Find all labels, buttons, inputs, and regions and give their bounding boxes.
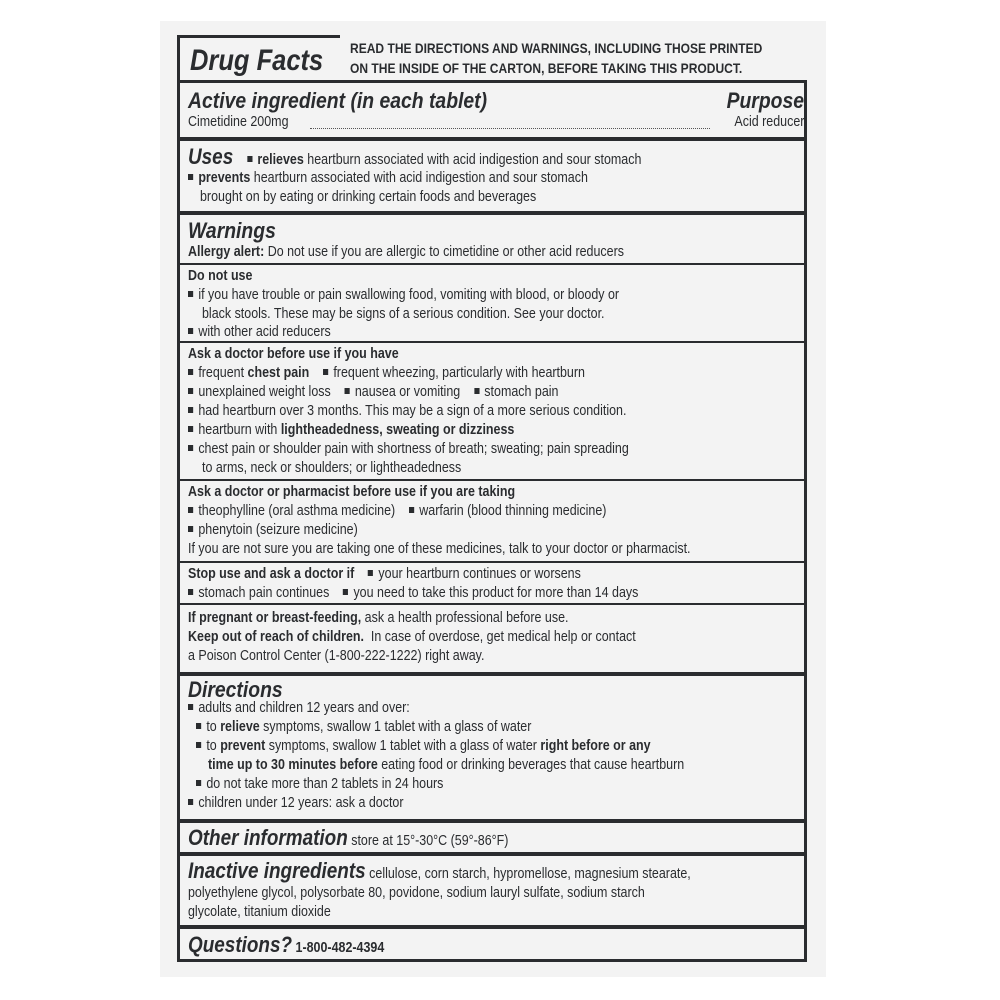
directions-max xyxy=(196,775,443,794)
ask-pharmacist-note: If you are not sure you are taking one of these medicines, talk to your doctor or pharmacist. xyxy=(188,541,691,557)
bullet-icon xyxy=(368,570,373,576)
ask-doctor-b1: unexplained weight loss xyxy=(198,384,331,400)
do-not-use-heading: Do not use xyxy=(188,268,253,284)
directions-r1-pre: to xyxy=(206,719,221,735)
pregnant-text: ask a health professional before use. xyxy=(361,610,569,626)
stop-use-heading: Stop use and ask a doctor if xyxy=(188,566,355,582)
ask-doctor-row-b xyxy=(188,383,558,402)
bullet-icon xyxy=(188,526,193,532)
bullet-icon xyxy=(247,156,252,162)
ask-pharmacist-a2: warfarin (blood thinning medicine) xyxy=(419,503,607,519)
uses-line-2 xyxy=(188,169,588,188)
directions-r2-bold: prevent xyxy=(220,738,266,754)
directions-children-text: children under 12 years: ask a doctor xyxy=(198,795,404,811)
other-info-line xyxy=(188,826,508,851)
active-ingredient-section xyxy=(180,83,804,137)
ask-pharmacist-b: phenytoin (seizure medicine) xyxy=(198,522,358,538)
allergy-alert-text: Do not use if you are allergic to cimetidine or other acid reducers xyxy=(264,244,624,260)
do-not-use-item-1-cont: black stools. These may be signs of a serious condition. See your doctor. xyxy=(202,306,605,322)
bullet-icon xyxy=(188,589,193,595)
purpose-heading: Purpose xyxy=(726,88,804,113)
active-ingredient-heading: Active ingredient (in each tablet) xyxy=(188,88,488,113)
bullet-icon xyxy=(188,369,193,375)
uses-relieves: relieves xyxy=(257,152,304,168)
uses-item-2-text: heartburn associated with acid indigestion and sour stomach xyxy=(250,170,588,186)
bullet-icon xyxy=(188,426,193,432)
bullet-icon xyxy=(188,388,193,394)
directions-r2-bold-2: right before or any xyxy=(540,738,651,754)
bullet-icon xyxy=(188,704,193,710)
dot-leader xyxy=(310,127,710,129)
bullet-icon xyxy=(188,799,193,805)
directions-r1-text: symptoms, swallow 1 tablet with a glass of water xyxy=(259,719,532,735)
directions-children xyxy=(188,794,403,813)
uses-line-1 xyxy=(188,145,641,170)
ask-pharmacist-heading: Ask a doctor or pharmacist before use if you are taking xyxy=(188,484,516,500)
ask-doctor-a1-bold: chest pain xyxy=(247,365,310,381)
bullet-icon xyxy=(188,174,193,180)
purpose-text: Acid reducer xyxy=(733,114,804,130)
keep-out-text: In case of overdose, get medical help or contact xyxy=(363,629,636,645)
bullet-icon xyxy=(196,723,201,729)
allergy-alert-label: Allergy alert: xyxy=(188,244,265,260)
read-notice xyxy=(350,38,762,78)
bullet-icon xyxy=(196,742,201,748)
inactive-text-1: cellulose, corn starch, hypromellose, magnesium stearate, xyxy=(365,866,691,882)
stop-use-row-b xyxy=(188,584,638,603)
uses-prevents: prevents xyxy=(198,170,251,186)
ask-doctor-section xyxy=(180,341,804,479)
ask-doctor-d-bold: lightheadedness, sweating or dizziness xyxy=(280,422,515,438)
inactive-line-2: polyethylene glycol, polysorbate 80, povidone, sodium lauryl sulfate, sodium starch xyxy=(188,885,645,901)
bullet-icon xyxy=(188,407,193,413)
uses-heading: Uses xyxy=(188,144,234,169)
ask-doctor-row-c xyxy=(188,402,626,421)
allergy-alert xyxy=(188,243,624,262)
do-not-use-item-2-text: with other acid reducers xyxy=(198,324,331,340)
directions-r3: do not take more than 2 tablets in 24 hours xyxy=(206,776,444,792)
other-info-text: store at 15°-30°C (59°-86°F) xyxy=(347,833,509,849)
inactive-ingredients-section xyxy=(180,852,804,925)
keep-out-line xyxy=(188,628,636,647)
do-not-use-section xyxy=(180,263,804,341)
directions-adults-text: adults and children 12 years and over: xyxy=(198,700,410,716)
ask-pharmacist-a1: theophylline (oral asthma medicine) xyxy=(198,503,396,519)
ask-doctor-b2: nausea or vomiting xyxy=(354,384,461,400)
questions-heading: Questions? xyxy=(188,932,293,957)
ask-doctor-row-e xyxy=(188,440,629,459)
ask-doctor-c: had heartburn over 3 months. This may be a sign of a more serious condition. xyxy=(198,403,627,419)
directions-relieve xyxy=(196,718,531,737)
questions-line xyxy=(188,933,384,958)
other-info-heading: Other information xyxy=(188,825,348,850)
directions-section xyxy=(180,672,804,819)
ask-pharmacist-row-a xyxy=(188,502,606,521)
ask-doctor-d-pre: heartburn with xyxy=(198,422,281,438)
ask-doctor-b3: stomach pain xyxy=(484,384,559,400)
keep-out-cont: a Poison Control Center (1-800-222-1222) right away. xyxy=(188,648,485,664)
bullet-icon xyxy=(409,507,414,513)
read-notice-line-1: READ THE DIRECTIONS AND WARNINGS, INCLUDING THOSE PRINTED xyxy=(350,40,763,56)
warnings-heading: Warnings xyxy=(188,218,276,243)
ask-doctor-a2: frequent wheezing, particularly with heartburn xyxy=(333,365,585,381)
read-notice-line-2: ON THE INSIDE OF THE CARTON, BEFORE TAKING THIS PRODUCT. xyxy=(350,60,743,76)
directions-r2-text: symptoms, swallow 1 tablet with a glass of water xyxy=(265,738,541,754)
ask-pharmacist-row-b xyxy=(188,521,358,540)
inactive-line-1 xyxy=(188,859,691,884)
ask-doctor-e: chest pain or shoulder pain with shortness of breath; sweating; pain spreading xyxy=(198,441,629,457)
do-not-use-item-1-text: if you have trouble or pain swallowing food, vomiting with blood, or bloody or xyxy=(198,287,620,303)
stop-use-a: your heartburn continues or worsens xyxy=(378,566,581,582)
ingredient-name: Cimetidine 200mg xyxy=(188,114,289,130)
bullet-icon xyxy=(196,780,201,786)
pregnant-line xyxy=(188,609,568,628)
bullet-icon xyxy=(188,291,193,297)
do-not-use-item-2 xyxy=(188,323,331,342)
uses-line-3: brought on by eating or drinking certain foods and beverages xyxy=(200,189,537,205)
drug-facts-title: Drug Facts xyxy=(190,44,324,77)
bullet-icon xyxy=(188,445,193,451)
stop-use-row-a xyxy=(188,565,581,584)
questions-section xyxy=(180,925,804,959)
keep-out-label: Keep out of reach of children. xyxy=(188,629,364,645)
stop-use-b1: stomach pain continues xyxy=(198,585,330,601)
directions-r2-cont-bold: time up to 30 minutes before xyxy=(208,757,378,773)
uses-section xyxy=(180,137,804,211)
directions-prevent xyxy=(196,737,651,756)
bullet-icon xyxy=(188,328,193,334)
pregnancy-keep-out-section xyxy=(180,603,804,672)
stop-use-b2: you need to take this product for more than 14 days xyxy=(353,585,639,601)
questions-phone: 1-800-482-4394 xyxy=(292,940,385,956)
ask-pharmacist-section xyxy=(180,479,804,561)
bullet-icon xyxy=(345,388,350,394)
directions-r2-cont-text: eating food or drinking beverages that cause heartburn xyxy=(377,757,685,773)
inactive-heading: Inactive ingredients xyxy=(188,858,366,883)
ask-doctor-row-d xyxy=(188,421,514,440)
directions-adults xyxy=(188,699,410,718)
stop-use-section xyxy=(180,561,804,603)
directions-r2-pre: to xyxy=(206,738,221,754)
bullet-icon xyxy=(474,388,479,394)
bullet-icon xyxy=(188,507,193,513)
bullet-icon xyxy=(343,589,348,595)
directions-r1-bold: relieve xyxy=(220,719,260,735)
ask-doctor-a1-pre: frequent xyxy=(198,365,248,381)
other-info-section xyxy=(180,819,804,852)
inactive-line-3: glycolate, titanium dioxide xyxy=(188,904,331,920)
bullet-icon xyxy=(323,369,328,375)
ask-doctor-heading: Ask a doctor before use if you have xyxy=(188,346,399,362)
ask-doctor-row-a xyxy=(188,364,585,383)
directions-prevent-cont xyxy=(208,756,684,775)
directions-heading: Directions xyxy=(188,677,283,702)
pregnant-label: If pregnant or breast-feeding, xyxy=(188,610,362,626)
ask-doctor-row-e-cont: to arms, neck or shoulders; or lightheadedness xyxy=(202,460,462,476)
do-not-use-item-1 xyxy=(188,286,619,305)
facts-box xyxy=(177,80,807,962)
uses-item-1-text: heartburn associated with acid indigestion and sour stomach xyxy=(303,152,642,168)
